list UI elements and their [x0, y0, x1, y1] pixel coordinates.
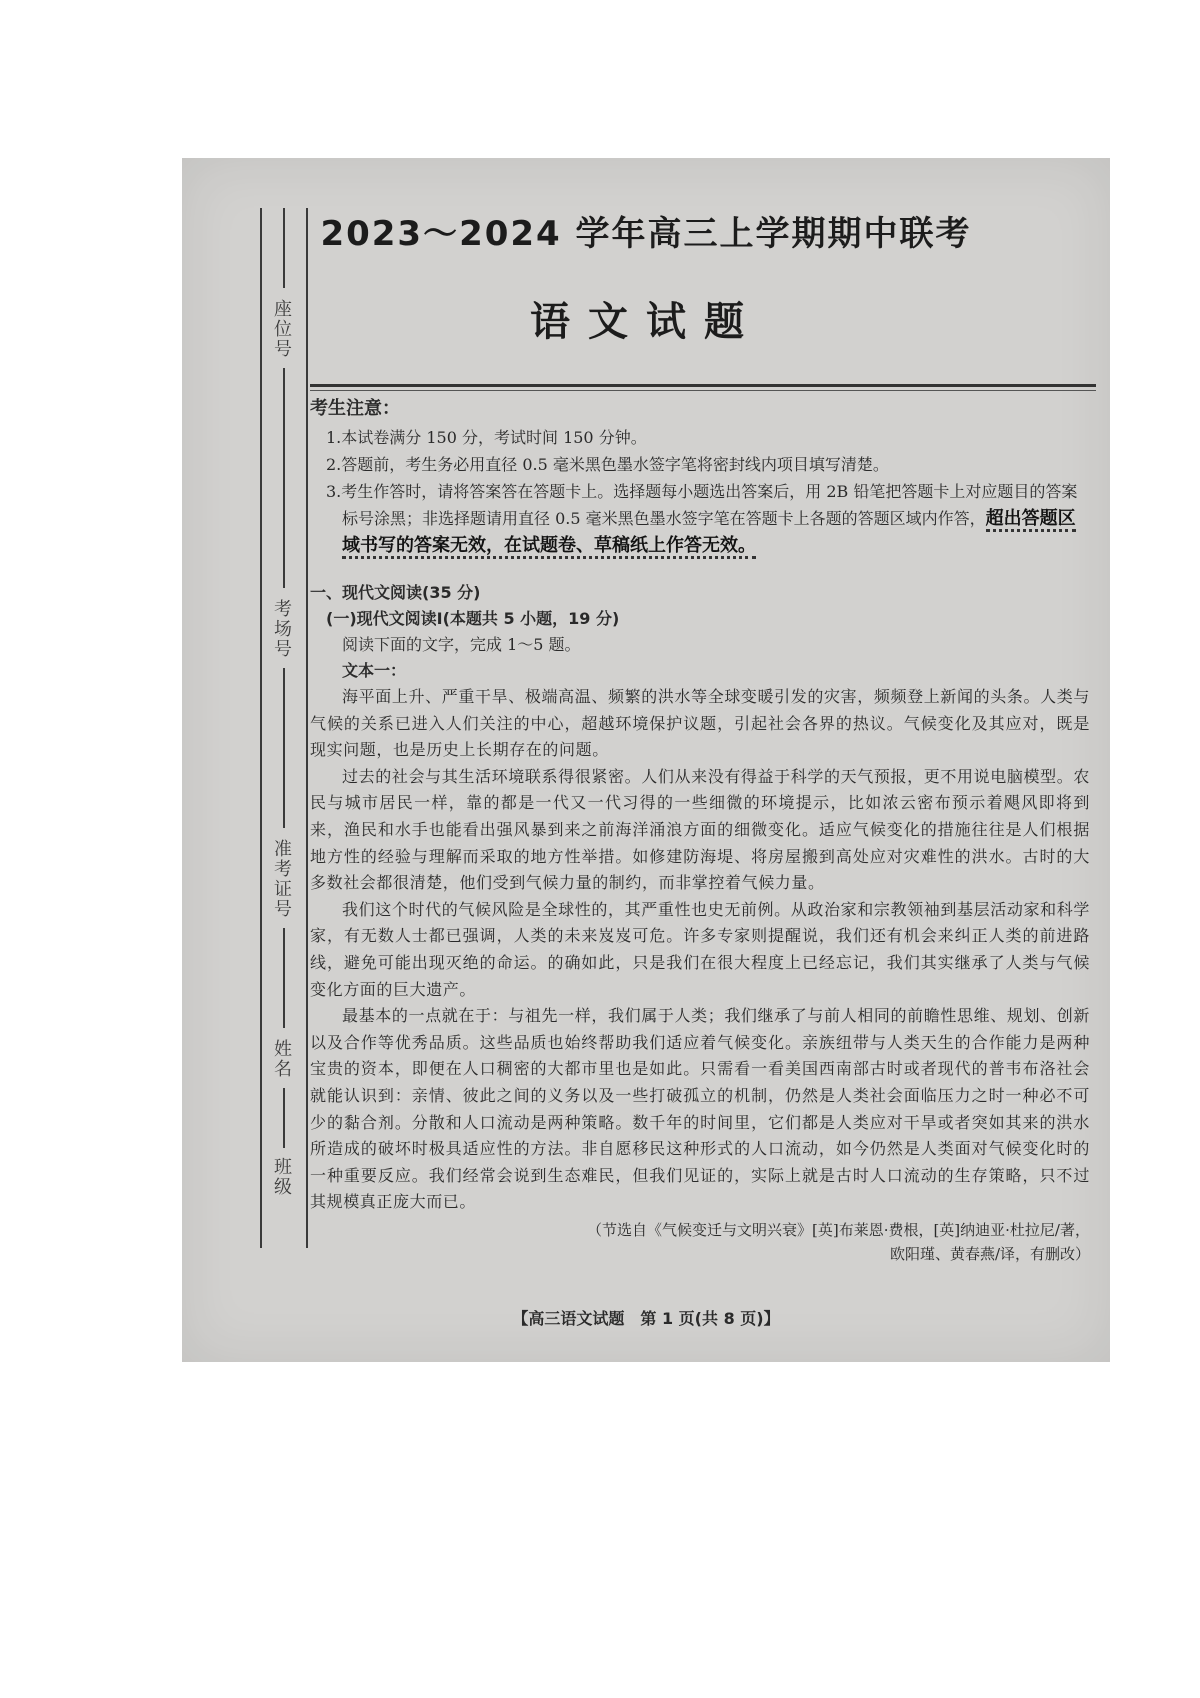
subsection-title: (一)现代文阅读Ⅰ(本题共 5 小题，19 分) [326, 609, 620, 628]
paragraph: 我们这个时代的气候风险是全球性的，其严重性也史无前例。从政治家和宗教领袖到基层活动家和科学家，有无数人士都已强调，人类的未来岌岌可危。许多专家则提醒说，我们还有机会来纠正人类的前进路线，避免可能出现灭绝的命运。的确如此，只是我们在很大程度上已经忘记，我们其实继承了人类与气候变化方面的巨大遗产。 [310, 899, 1090, 999]
source-line-1: （节选自《气候变迁与文明兴衰》[英]布莱恩·费根，[英]纳迪亚·杜拉尼/著， [586, 1220, 1090, 1239]
class-label: 班级 [274, 1157, 292, 1198]
text-one-heading: 文本一： [342, 661, 407, 680]
exam-room-label: 考场号 [274, 599, 292, 660]
page-footer: 【高三语文试题 第 1 页(共 8 页)】 [512, 1309, 780, 1328]
notice-item-3-text: 3.考生作答时，请将答案答在答题卡上。选择题每小题选出答案后，用 2B 铅笔把答题卡上对应题目的答案标号涂黑；非选择题请用直径 0.5 毫米黑色墨水签字笔在答题卡上各题的答题区域内作答， [326, 482, 1078, 528]
paragraph: 海平面上升、严重干旱、极端高温、频繁的洪水等全球变暖引发的灾害，频频登上新闻的头条。人类与气候的关系已进入人们关注的中心，超越环境保护议题，引起社会各界的热议。气候变化及其应对，既是现实问题，也是历史上长期存在的问题。 [310, 687, 1090, 760]
notice-warning: 超出答题区域书写的答案无效，在试题卷、草稿纸上作答无效。 [342, 508, 1076, 559]
fill-line-room [283, 368, 285, 588]
fill-line-class [283, 1088, 285, 1148]
section-instruction: 阅读下面的文字，完成 1～5 题。 [342, 635, 581, 654]
header-divider [310, 384, 1096, 387]
reading-section [310, 580, 1090, 1266]
paragraph: 过去的社会与其生活环境联系得很紧密。人们从来没有得益于科学的天气预报，更不用说电脑模型。农民与城市居民一样，靠的都是一代又一代习得的一些细微的环境提示，比如浓云密布预示着飓风即将到来，渔民和水手也能看出强风暴到来之前海洋涌浪方面的细微变化。适应气候变化的措施往往是人们根据地方性的经验与理解而采取的地方性举措。如修建防海堤、将房屋搬到高处应对灾难性的洪水。古时的大多数社会都很清楚，他们受到气候力量的制约，而非掌控着气候力量。 [310, 766, 1090, 893]
notice-heading: 考生注意： [310, 398, 400, 419]
notice-item-1: 1.本试卷满分 150 分，考试时间 150 分钟。 [326, 428, 647, 447]
exam-title: 2023～2024 学年高三上学期期中联考 [320, 214, 972, 254]
candidate-notice [310, 394, 1090, 559]
fill-line-ticket [283, 668, 285, 828]
seat-number-label: 座位号 [274, 299, 292, 360]
binding-margin [252, 208, 314, 1248]
notice-item-3 [310, 478, 1090, 559]
source-line-2: 欧阳瑾、黄春燕/译，有删改） [889, 1244, 1090, 1263]
paragraph: 最基本的一点就在于：与祖先一样，我们属于人类；我们继承了与前人相同的前瞻性思维、规划、创新以及合作等优秀品质。这些品质也始终帮助我们适应着气候变化。亲族纽带与人类天生的合作能力是两种宝贵的资本，即便在人口稠密的大都市里也是如此。只需看一看美国西南部古时或者现代的普韦布洛社会就能认识到：亲情、彼此之间的义务以及一些打破孤立的机制，仍然是人类社会面临压力之时一种必不可少的黏合剂。分散和人口流动是两种策略。数千年的时间里，它们都是人类应对干旱或者突如其来的洪水所造成的破坏时极具适应性的方法。非自愿移民这种形式的人口流动，如今仍然是人类面对气候变化时的一种重要反应。我们经常会说到生态难民，但我们见证的，实际上就是古时人口流动的生存策略，只不过其规模真正庞大而已。 [310, 1006, 1090, 1212]
exam-page-photo [182, 158, 1110, 1362]
ticket-number-label: 准考证号 [274, 839, 292, 920]
name-label: 姓名 [274, 1039, 292, 1080]
exam-subject-title: 语文试题 [530, 299, 762, 345]
source-citation [310, 1218, 1090, 1266]
header-divider-thin [310, 390, 1096, 391]
fill-line-name [283, 928, 285, 1028]
section-title: 一、现代文阅读(35 分) [310, 583, 481, 602]
binding-line-inner [306, 208, 308, 1248]
binding-line-outer [260, 208, 262, 1248]
notice-item-2: 2.答题前，考生务必用直径 0.5 毫米黑色墨水签字笔将密封线内项目填写清楚。 [326, 455, 889, 474]
